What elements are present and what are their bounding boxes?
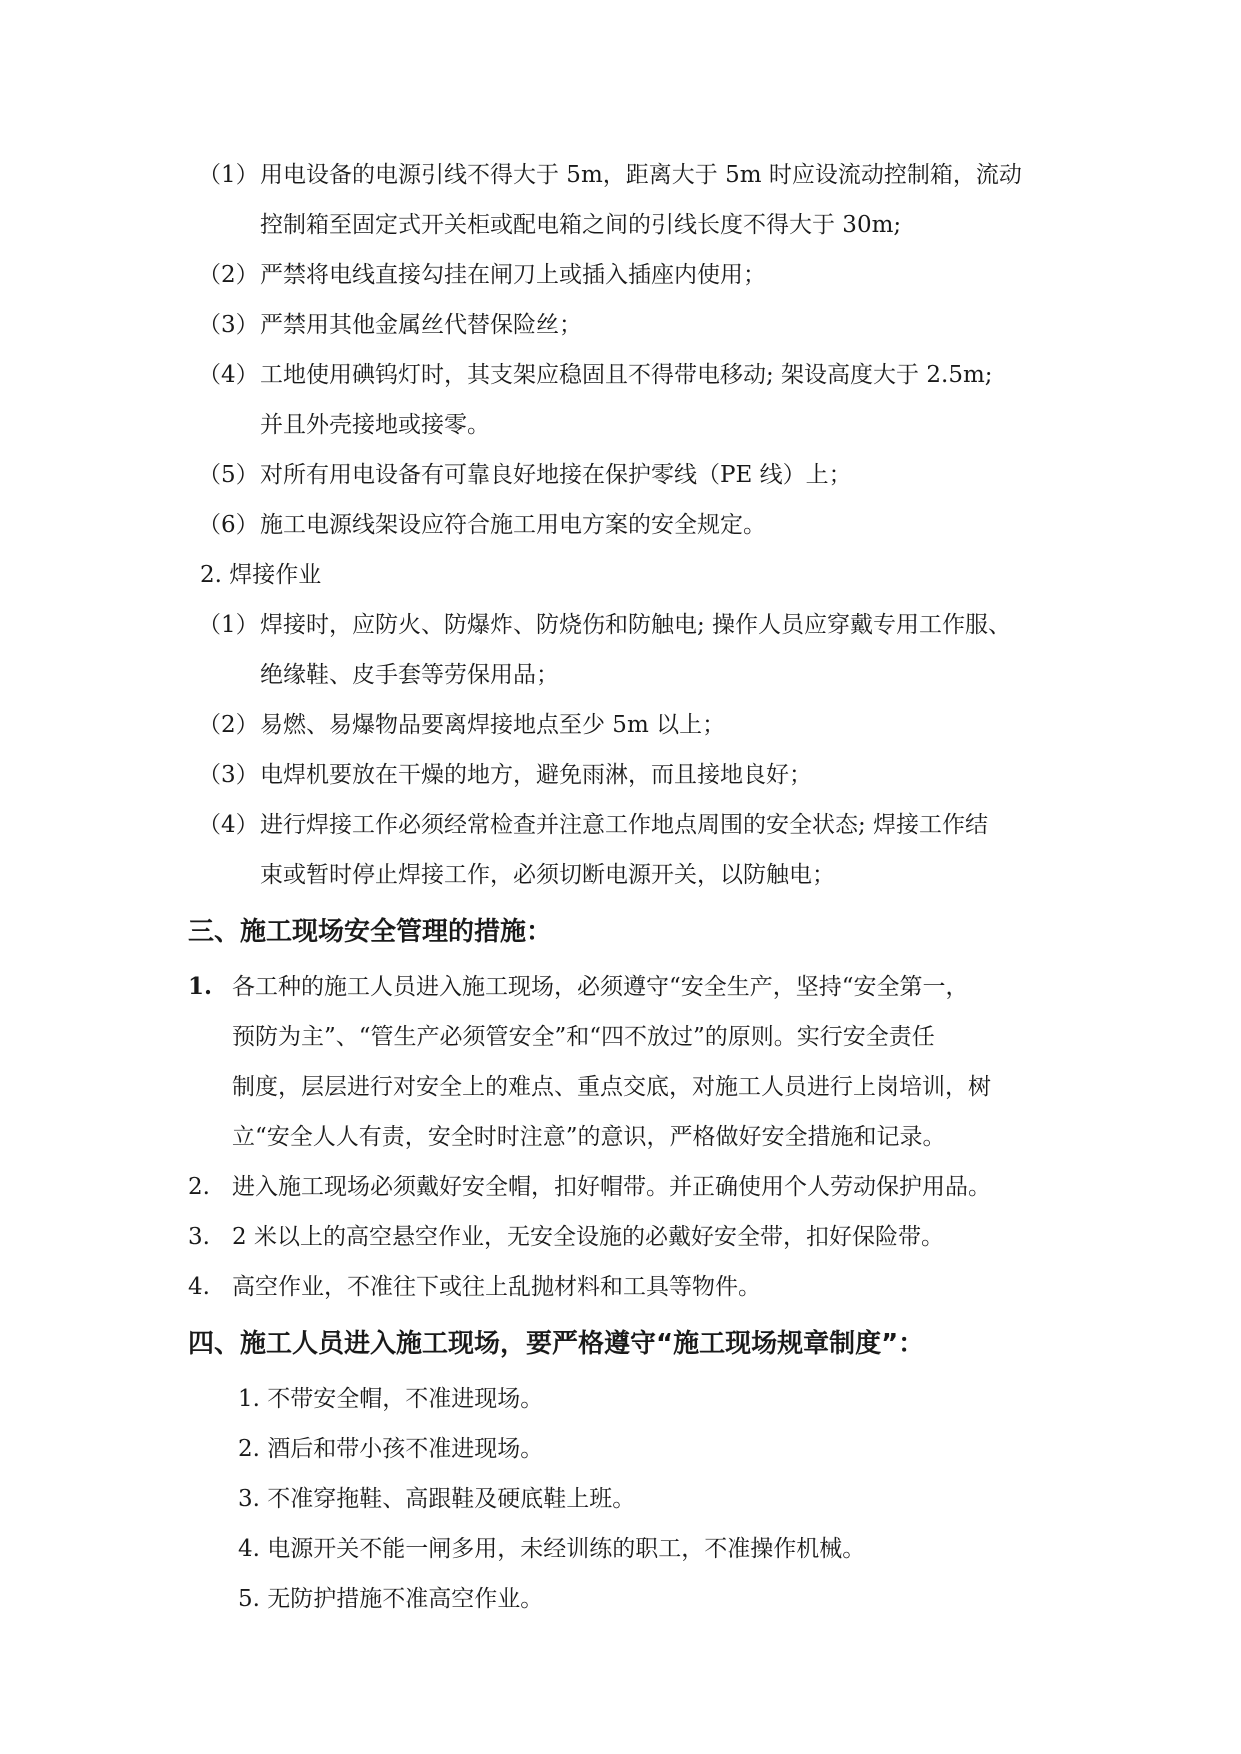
list-item [188,1262,1068,1312]
item-number: （1） [198,612,259,638]
item-number: （3） [198,762,259,788]
item-number: （3） [198,312,259,338]
item-text: 各工种的施工人员进入施工现场，必须遵守“安全生产，坚持“安全第一， [232,974,969,1000]
item-number: （2） [198,712,259,738]
list-item: 3. 不准穿拖鞋、高跟鞋及硬底鞋上班。 [238,1486,636,1512]
list-item [188,1162,1068,1212]
list-item [188,1212,1068,1262]
item-text-continued: 控制箱至固定式开关柜或配电箱之间的引线长度不得大于 30m; [260,212,902,238]
site-rules-list [188,1374,1068,1624]
item-text-continued: 预防为主”、“管生产必须管安全”和“四不放过”的原则。实行安全责任 [232,1024,935,1050]
item-text: 对所有用电设备有可靠良好地接在保护零线（PE 线）上； [260,462,852,488]
list-item [188,962,1068,1012]
item-text: 电焊机要放在干燥的地方，避免雨淋，而且接地良好； [260,762,812,788]
list-item [188,350,1068,400]
list-item [188,250,1068,300]
item-text: 严禁将电线直接勾挂在闸刀上或插入插座内使用； [260,262,766,288]
list-item [188,750,1068,800]
item-text: 2 米以上的高空悬空作业，无安全设施的必戴好安全带，扣好保险带。 [232,1224,944,1250]
item-text: 严禁用其他金属丝代替保险丝； [260,312,582,338]
electrical-list [188,150,1068,550]
item-number: （1） [198,162,259,188]
item-text: 用电设备的电源引线不得大于 5m，距离大于 5m 时应设流动控制箱，流动 [260,162,1022,188]
item-text: 进入施工现场必须戴好安全帽，扣好帽带。并正确使用个人劳动保护用品。 [232,1174,991,1200]
item-text-continued: 并且外壳接地或接零。 [260,412,490,438]
list-item: 2. 酒后和带小孩不准进现场。 [238,1436,544,1462]
list-item [188,300,1068,350]
list-item: 1. 不带安全帽，不准进现场。 [238,1386,544,1412]
item-number: （6） [198,512,259,538]
item-text: 焊接时，应防火、防爆炸、防烧伤和防触电; 操作人员应穿戴专用工作服、 [260,612,1012,638]
list-item [188,500,1068,550]
list-item [188,800,1068,850]
welding-subheading: 2. 焊接作业 [200,562,322,588]
section-heading: 四、施工人员进入施工现场，要严格遵守“施工现场规章制度”： [188,1329,925,1359]
item-number: （4） [198,812,259,838]
list-item [188,450,1068,500]
list-item [188,700,1068,750]
item-number: （4） [198,362,259,388]
item-number: 4. [188,1274,210,1300]
item-text-continued: 绝缘鞋、皮手套等劳保用品； [260,662,559,688]
item-text: 高空作业，不准往下或往上乱抛材料和工具等物件。 [232,1274,761,1300]
item-number: 1. [188,973,213,1000]
item-number: （5） [198,462,259,488]
list-item: 5. 无防护措施不准高空作业。 [238,1586,544,1612]
welding-list [188,600,1068,900]
item-text-continued: 立“安全人人有责，安全时时注意”的意识，严格做好安全措施和记录。 [232,1124,946,1150]
section-heading: 三、施工现场安全管理的措施： [188,917,553,947]
list-item [188,150,1068,200]
document-body [188,150,1068,1624]
item-text: 施工电源线架设应符合施工用电方案的安全规定。 [260,512,766,538]
item-text-continued: 制度，层层进行对安全上的难点、重点交底，对施工人员进行上岗培训，树 [232,1074,991,1100]
item-text-continued: 束或暂时停止焊接工作，必须切断电源开关，以防触电； [260,862,835,888]
item-text: 易燃、易爆物品要离焊接地点至少 5m 以上； [260,712,726,738]
item-text: 工地使用碘钨灯时，其支架应稳固且不得带电移动; 架设高度大于 2.5m; [260,362,993,388]
item-text: 进行焊接工作必须经常检查并注意工作地点周围的安全状态; 焊接工作结 [260,812,989,838]
list-item [188,600,1068,650]
list-item: 4. 电源开关不能一闸多用，未经训练的职工，不准操作机械。 [238,1536,866,1562]
item-number: 2. [188,1174,210,1200]
item-number: （2） [198,262,259,288]
item-number: 3. [188,1224,210,1250]
safety-measures-list [188,962,1068,1312]
